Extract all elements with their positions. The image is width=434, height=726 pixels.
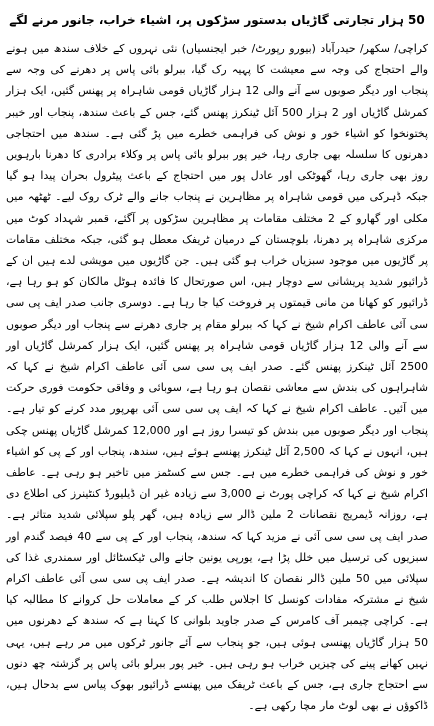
article-body: کراچی/ سکھر/ حیدرآباد (بیورو رپورٹ/ خبر ایجنسیاں) نئی نہروں کے خلاف سندھ میں ہونے والے احتجاج کی وجہ سے معیشت کا پہیہ رک گیا، ببرلو بائی پاس پر دھرنے کی وجہ سے پنجاب اور دیگر صوبوں سے آنے والی 12 ہزار گاڑیاں قومی شاہراہ پر پھنس گئیں، ایک ہزار کمرشل گاڑیاں اور 2 ہزار 500 آئل ٹینکرز پھنس گئے، جس کے باعث سندھ، پنجاب اور خیبر پختونخوا کو اشیاء خور و نوش کی فراہمی خطرے میں پڑ گئی ہے۔ سندھ میں احتجاجی دھرنوں کا سلسلہ بھی جاری رہا، خیر پور ببرلو بائی پاس پر وکلاء برادری کا دھرنا بارہویں روز بھی جاری رہا، گھوٹکی اور عادل پور میں احتجاج کے باعث پیٹرول بحران پیدا ہو گیا جبکہ ڈہرکی میں قومی شاہراہ پر مظاہرین نے پنجاب جانے والے ٹرک روک لیے۔ ٹھٹھہ میں مکلی اور گھارو کے 2 مختلف مقامات پر مظاہرین سڑکوں پر آگئے، قمبر شہداد کوٹ میں مرکزی شاہراہ پر دھرنا، بلوچستان کے درمیان ٹریفک معطل ہو گئی، جبکہ مختلف مقامات پر گاڑیوں میں موجود سبزیاں خراب ہو گئی ہیں۔ جن گاڑیوں میں مویشی لدے ہیں ان کے ڈرائیور شدید پریشانی سے دوچار ہیں، اس صورتحال کا فائدہ ہوٹل مالکان کو ہو رہا ہے، ڈرائیور کو کھانا من مانی قیمتوں پر فروخت کیا جا رہا ہے۔ دوسری جانب صدر ایف پی سی سی آئی عاطف اکرام شیخ نے کہا کہ ببرلو مقام پر جاری دھرنے سے پنجاب اور دیگر صوبوں سے آنے والی 12 ہزار گاڑیاں قومی شاہراہ پر پھنس گئیں، ایک ہزار کمرشل گاڑیاں اور 2500 آئل ٹینکرز پھنس گئے۔ صدر ایف پی سی سی آئی عاطف اکرام شیخ نے کہا کہ شاہراہوں کی بندش سے معاشی نقصان ہو رہا ہے، سوبائی و وفاقی حکومت فوری حرکت میں آئیں۔ عاطف اکرام شیخ نے کہا کہ ایف پی سی سی آئی بھرپور مدد کرنے کو تیار ہے۔ پنجاب اور دیگر صوبوں میں بندش کو تیسرا روز ہے اور 12,000 کمرشل گاڑیاں پھنس چکی ہیں، انہوں نے کہا کہ 2,500 آئل ٹینکرز پھنسے ہوئے ہیں، سندھ، پنجاب اور کے پی کو اشیاء خور و نوش کی فراہمی خطرے میں ہے۔ جس سے کسٹمز میں تاخیر ہو رہی ہے۔ عاطف اکرام شیخ نے کہا کہ کراچی پورٹ نے 3,000 سے زیادہ غیر ان ڈیلیورڈ کنٹینرز کی اطلاع دی ہے، روزانہ ڈیمریج نقصانات 2 ملین ڈالر سے زیادہ ہیں، گھر پلو سپلائی شدید متاثر ہے۔ صدر ایف پی سی سی آئی نے مزید کہا کہ سندھ، پنجاب اور کے پی سے 40 فیصد گندم اور سبزیوں کی ترسیل میں خلل پڑا ہے، یورپی یونین جانے والی ٹیکسٹائل اور سمندری غذا کی سپلائی میں 50 ملین ڈالر نقصان کا اندیشہ ہے۔ صدر ایف پی سی سی آئی عاطف اکرام شیخ نے مشترکہ مفادات کونسل کا اجلاس طلب کر کے معاملات حل کروانے کا مطالبہ کیا ہے۔ کراچی چیمبر آف کامرس کے صدر جاوید بلوانی کا کہنا ہے کہ سندھ کے دھرنوں میں 50 ہزار گاڑیاں پھنسی ہوئی ہیں، جو پنجاب سے آئے جانور ٹرکوں میں مر رہے ہیں، یہی نہیں کھانے پینے کی چیزیں خراب ہو رہی ہیں۔ خیر پور ببرلو بائی پاس پر گزشتہ چھ دنوں سے احتجاج جاری ہے، جس کے باعث ٹریفک میں پھنسے ڈرائیور بھوک پیاس سے بدحال ہیں، ڈاکوؤں نے بھی لوٹ مار مچا رکھی ہے۔ [6, 42, 429, 713]
article-headline: 50 ہزار تجارتی گاڑیاں بدستور سڑکوں پر، اشیاء خراب، جانور مرنے لگے [9, 13, 425, 27]
